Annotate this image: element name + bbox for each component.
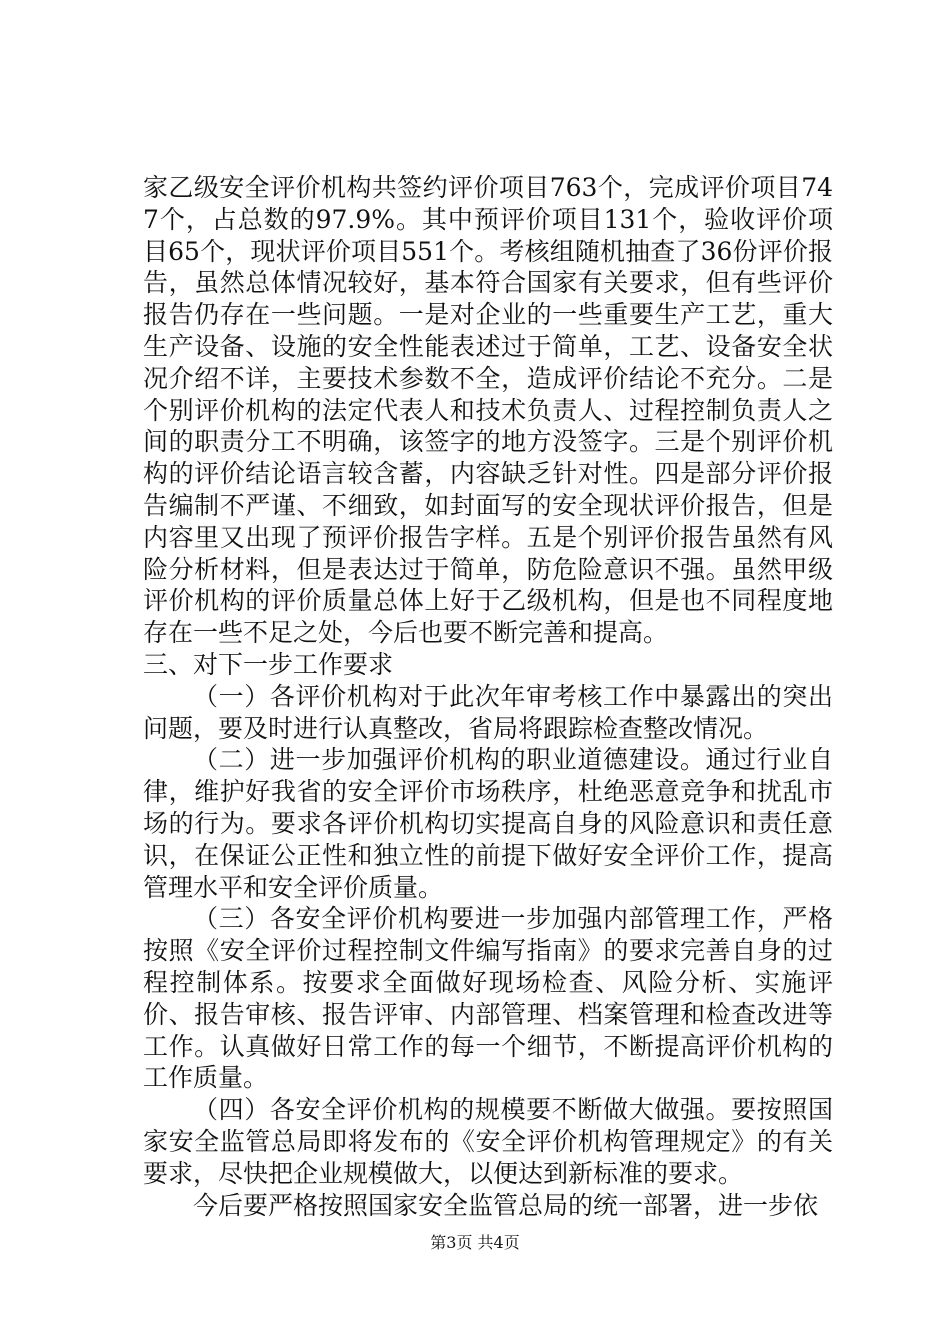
paragraph-item-2: （二）进一步加强评价机构的职业道德建设。通过行业自律，维护好我省的安全评价市场秩序，杜绝恶意竞争和扰乱市场的行为。要求各评价机构切实提高自身的风险意识和责任意识，在保证公正性和独立性的前提下做好安全评价工作，提高管理水平和安全评价质量。 bbox=[143, 745, 833, 902]
paragraph-closing: 今后要严格按照国家安全监管总局的统一部署，进一步依 bbox=[193, 1190, 819, 1220]
paragraph-item-1: （一）各评价机构对于此次年审考核工作中暴露出的突出问题，要及时进行认真整改，省局将跟踪检查整改情况。 bbox=[143, 681, 833, 743]
paragraph-item-3: （三）各安全评价机构要进一步加强内部管理工作，严格按照《安全评价过程控制文件编写指南》的要求完善自身的过程控制体系。按要求全面做好现场检查、风险分析、实施评价、报告审核、报告评审、内部管理、档案管理和检查改进等工作。认真做好日常工作的每一个细节，不断提高评价机构的工作质量。 bbox=[143, 904, 833, 1093]
page-footer bbox=[0, 1233, 950, 1253]
page-number: 第3页 共4页 bbox=[430, 1233, 520, 1252]
paragraph-continuation: 家乙级安全评价机构共签约评价项目763个，完成评价项目747个，占总数的97.9%。其中预评价项目131个，验收评价项目65个，现状评价项目551个。考核组随机抽查了36份评价报告，虽然总体情况较好，基本符合国家有关要求，但有些评价报告仍存在一些问题。一是对企业的一些重要生产工艺，重大生产设备、设施的安全性能表述过于简单，工艺、设备安全状况介绍不详，主要技术参数不全，造成评价结论不充分。二是个别评价机构的法定代表人和技术负责人、过程控制负责人之间的职责分工不明确，该签字的地方没签字。三是个别评价机构的评价结论语言较含蓄，内容缺乏针对性。四是部分评价报告编制不严谨、不细致，如封面写的安全现状评价报告，但是内容里又出现了预评价报告字样。五是个别评价报告虽然有风险分析材料，但是表达过于简单，防危险意识不强。虽然甲级评价机构的评价质量总体上好于乙级机构，但是也不同程度地存在一些不足之处，今后也要不断完善和提高。 bbox=[143, 173, 833, 648]
section-heading: 三、对下一步工作要求 bbox=[143, 649, 394, 679]
document-body bbox=[143, 172, 833, 1221]
paragraph-item-4: （四）各安全评价机构的规模要不断做大做强。要按照国家安全监管总局即将发布的《安全评价机构管理规定》的有关要求，尽快把企业规模做大，以便达到新标准的要求。 bbox=[143, 1095, 833, 1188]
